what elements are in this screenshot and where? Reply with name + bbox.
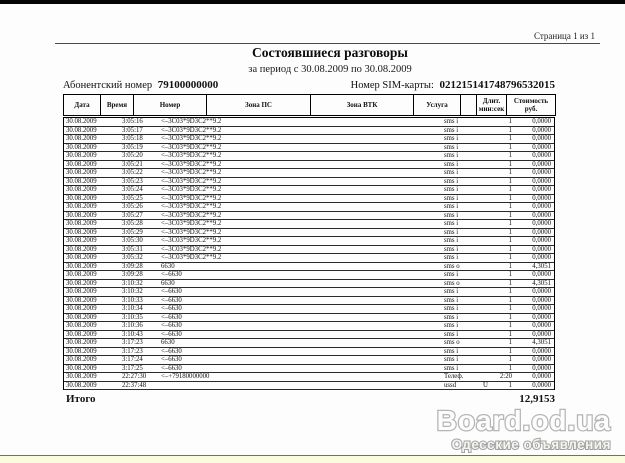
call-row <box>64 220 554 229</box>
cell-flag <box>479 314 492 322</box>
cell-duration: 1 <box>508 186 512 193</box>
call-row <box>64 297 554 306</box>
cell-service: sms i <box>444 152 459 159</box>
cell-date: 30.08.2009 <box>66 339 97 346</box>
cell-flag <box>479 161 492 169</box>
cell-date: 30.08.2009 <box>66 169 97 176</box>
cell-number: <–3C03*9D3C2**9.2 <box>161 160 222 168</box>
call-row <box>64 195 554 204</box>
call-row <box>64 237 554 246</box>
cell-date: 30.08.2009 <box>66 313 97 321</box>
cell-cost: 0,0000 <box>532 288 551 295</box>
cell-service: sms i <box>444 203 459 210</box>
cell-flag <box>479 322 492 330</box>
call-row <box>64 322 554 331</box>
cell-duration: 1 <box>508 271 512 278</box>
cell-flag <box>479 178 492 186</box>
subscriber-number: 79100000000 <box>157 79 219 91</box>
cell-time: 3:10:32 <box>122 279 143 287</box>
cell-number: <–+79180000000 <box>161 373 210 380</box>
cell-service: sms i <box>444 288 459 295</box>
cell-number: <–3C03*9D3C2**9.2 <box>161 186 222 193</box>
cell-date: 30.08.2009 <box>66 186 97 193</box>
cell-cost: 0,0000 <box>532 220 551 227</box>
cell-cost: 0,0000 <box>532 305 551 312</box>
cell-date: 30.08.2009 <box>66 322 97 329</box>
cell-duration: 1 <box>508 296 512 304</box>
column-header-6 <box>461 95 477 116</box>
cell-duration: 1 <box>508 118 512 125</box>
cell-cost: 0,0000 <box>532 135 551 142</box>
cell-service: sms i <box>444 313 459 321</box>
cell-number: <–3C03*9D3C2**9.2 <box>161 152 222 159</box>
cell-flag <box>479 152 492 160</box>
call-row <box>64 203 554 212</box>
cell-time: 3:10:35 <box>122 313 143 321</box>
call-row <box>64 339 554 348</box>
total-row <box>63 393 555 405</box>
call-row <box>64 229 554 238</box>
column-header-row <box>64 95 556 116</box>
cell-service: sms i <box>444 177 459 185</box>
cell-service: sms i <box>444 347 459 355</box>
cell-service: sms i <box>444 220 459 227</box>
cell-flag <box>479 356 492 364</box>
cell-date: 30.08.2009 <box>66 152 97 159</box>
cell-flag <box>479 331 492 339</box>
call-row <box>64 348 554 357</box>
sim-number: 021215141748796532015 <box>439 79 555 91</box>
cell-number: <–3C03*9D3C2**9.2 <box>161 220 222 227</box>
cell-cost: 0,0000 <box>532 152 551 159</box>
cell-date: 30.08.2009 <box>66 203 97 210</box>
cell-date: 30.08.2009 <box>66 373 97 380</box>
cell-date: 30.08.2009 <box>66 279 97 287</box>
cell-number: <–6630 <box>161 288 182 295</box>
cell-duration: 1 <box>508 364 512 372</box>
cell-flag <box>479 254 492 262</box>
cell-time: 3:10:32 <box>122 288 143 295</box>
cell-duration: 1 <box>508 262 512 270</box>
cell-date: 30.08.2009 <box>66 194 97 202</box>
cell-service: sms i <box>444 186 459 193</box>
cell-duration: 1 <box>508 169 512 176</box>
cell-flag <box>479 365 492 373</box>
calls-table <box>63 117 555 390</box>
cell-service: Телеф. <box>444 373 464 380</box>
cell-number: <–3C03*9D3C2**9.2 <box>161 237 222 244</box>
cell-cost: 0,0000 <box>532 194 551 202</box>
cell-time: 3:05:22 <box>122 169 143 176</box>
cell-number: <–3C03*9D3C2**9.2 <box>161 126 222 134</box>
cell-number: <–6630 <box>161 347 182 355</box>
cell-duration: 1 <box>508 330 512 338</box>
cell-service: sms i <box>444 254 459 261</box>
top-black-strip <box>0 0 625 4</box>
cell-number: <–3C03*9D3C2**9.2 <box>161 194 222 202</box>
cell-date: 30.08.2009 <box>66 262 97 270</box>
cell-time: 3:17:23 <box>122 347 143 355</box>
cell-service: sms i <box>444 194 459 202</box>
cell-time: 3:05:18 <box>122 135 143 142</box>
cell-flag <box>479 212 492 220</box>
cell-service: sms i <box>444 237 459 244</box>
call-row <box>64 305 554 314</box>
column-header-0: Дата <box>64 95 101 116</box>
cell-cost: 4,3051 <box>532 339 551 346</box>
total-label: Итого <box>66 393 96 405</box>
bottom-strip <box>0 455 625 463</box>
call-row <box>64 254 554 263</box>
call-row <box>64 118 554 127</box>
cell-cost: 4,3051 <box>532 262 551 270</box>
cell-time: 3:10:36 <box>122 322 143 329</box>
cell-time: 3:05:24 <box>122 186 143 193</box>
cell-number: <–3C03*9D3C2**9.2 <box>161 245 222 253</box>
cell-date: 30.08.2009 <box>66 271 97 278</box>
cell-duration: 1 <box>508 126 512 134</box>
cell-service: ussd <box>444 381 457 389</box>
cell-date: 30.08.2009 <box>66 237 97 244</box>
cell-flag <box>479 229 492 237</box>
cell-service: sms i <box>444 364 459 372</box>
subscriber-label: Абонентский номер <box>63 80 153 91</box>
cell-date: 30.08.2009 <box>66 364 97 372</box>
cell-number: <–3C03*9D3C2**9.2 <box>161 203 222 210</box>
cell-service: sms i <box>444 211 459 219</box>
cell-flag: U <box>483 381 488 389</box>
column-header-1: Время <box>101 95 134 116</box>
cell-flag <box>479 220 492 228</box>
cell-service: sms o <box>444 339 460 346</box>
cell-time: 3:05:26 <box>122 203 143 210</box>
cell-service: sms i <box>444 118 459 125</box>
cell-cost: 0,0000 <box>532 330 551 338</box>
cell-time: 3:05:19 <box>122 143 143 151</box>
cell-time: 3:05:28 <box>122 220 143 227</box>
cell-time: 3:05:31 <box>122 245 143 253</box>
call-row <box>64 365 554 374</box>
subscriber-group <box>63 79 218 91</box>
sim-label: Номер SIM-карты: <box>350 80 434 91</box>
cell-time: 3:10:33 <box>122 296 143 304</box>
cell-number: 6630 <box>161 279 175 287</box>
cell-time: 3:05:23 <box>122 177 143 185</box>
column-header-table <box>63 94 556 116</box>
cell-duration: 1 <box>508 203 512 210</box>
cell-time: 3:09:28 <box>122 271 143 278</box>
cell-duration: 2:20 <box>499 373 512 380</box>
watermark-subtitle: Одесские объявления <box>451 437 611 452</box>
cell-flag <box>479 169 492 177</box>
cell-flag <box>479 144 492 152</box>
cell-service: sms o <box>444 262 460 270</box>
column-header-3: Зона ПС <box>207 95 311 116</box>
call-row <box>64 288 554 297</box>
cell-cost: 0,0000 <box>532 296 551 304</box>
call-row <box>64 212 554 221</box>
cell-date: 30.08.2009 <box>66 220 97 227</box>
cell-number: <–6630 <box>161 322 182 329</box>
cell-cost: 0,0000 <box>532 228 551 236</box>
cell-flag <box>479 135 492 143</box>
cell-duration: 1 <box>508 288 512 295</box>
column-header-4: Зона ВТК <box>311 95 414 116</box>
cell-number: <–6630 <box>161 330 182 338</box>
cell-flag <box>479 195 492 203</box>
cell-date: 30.08.2009 <box>66 347 97 355</box>
call-row <box>64 331 554 340</box>
cell-date: 30.08.2009 <box>66 288 97 295</box>
cell-duration: 1 <box>508 211 512 219</box>
cell-duration: 1 <box>508 237 512 244</box>
cell-flag <box>479 288 492 296</box>
cell-number: 6630 <box>161 262 175 270</box>
cell-cost: 0,0000 <box>532 245 551 253</box>
cell-flag <box>479 127 492 135</box>
cell-time: 3:05:29 <box>122 228 143 236</box>
cell-number: <–6630 <box>161 305 182 312</box>
report-period: за период с 30.08.2009 по 30.08.2009 <box>248 64 412 75</box>
cell-cost: 0,0000 <box>532 313 551 321</box>
cell-date: 30.08.2009 <box>66 126 97 134</box>
cell-date: 30.08.2009 <box>66 160 97 168</box>
cell-number: <–6630 <box>161 356 182 363</box>
cell-time: 3:09:28 <box>122 262 143 270</box>
cell-duration: 1 <box>508 143 512 151</box>
cell-service: sms i <box>444 330 459 338</box>
cell-service: sms i <box>444 322 459 329</box>
cell-duration: 1 <box>508 254 512 261</box>
cell-date: 30.08.2009 <box>66 356 97 363</box>
cell-number: <–3C03*9D3C2**9.2 <box>161 177 222 185</box>
cell-time: 3:05:25 <box>122 194 143 202</box>
cell-service: sms i <box>444 169 459 176</box>
cell-cost: 0,0000 <box>532 143 551 151</box>
cell-time: 3:17:23 <box>122 339 143 346</box>
cell-time: 3:05:27 <box>122 211 143 219</box>
report-title: Состоявшиеся разговоры <box>252 45 408 60</box>
call-row <box>64 263 554 272</box>
cell-service: sms i <box>444 305 459 312</box>
cell-flag <box>479 280 492 288</box>
cell-number: <–6630 <box>161 296 182 304</box>
cell-date: 30.08.2009 <box>66 211 97 219</box>
call-row <box>64 314 554 323</box>
cell-number: <–3C03*9D3C2**9.2 <box>161 135 222 142</box>
cell-duration: 1 <box>508 339 512 346</box>
call-row <box>64 169 554 178</box>
watermark <box>437 407 611 452</box>
cell-time: 3:17:25 <box>122 364 143 372</box>
cell-service: sms i <box>444 160 459 168</box>
cell-flag <box>479 246 492 254</box>
cell-date: 30.08.2009 <box>66 143 97 151</box>
account-line <box>63 79 555 91</box>
cell-number <box>159 382 441 390</box>
cell-time: 3:05:16 <box>122 118 143 125</box>
cell-cost: 0,0000 <box>532 254 551 261</box>
cell-number: <–6630 <box>161 313 182 321</box>
cell-cost: 0,0000 <box>532 186 551 193</box>
cell-date: 30.08.2009 <box>66 305 97 312</box>
cell-flag <box>479 186 492 194</box>
cell-time: 3:05:17 <box>122 126 143 134</box>
cell-time: 3:10:34 <box>122 305 143 312</box>
call-row <box>64 144 554 153</box>
watermark-title: Board.od.ua <box>436 405 611 436</box>
sim-group <box>351 79 555 91</box>
call-row <box>64 152 554 161</box>
cell-cost: 0,0000 <box>532 211 551 219</box>
cell-flag <box>479 271 492 279</box>
cell-time: 3:05:21 <box>122 160 143 168</box>
call-row <box>64 246 554 255</box>
cell-cost: 4,3051 <box>532 279 551 287</box>
cell-flag <box>479 297 492 305</box>
cell-service: sms i <box>444 228 459 236</box>
cell-date: 30.08.2009 <box>66 381 97 389</box>
cell-duration: 1 <box>508 356 512 363</box>
cell-cost: 0,0000 <box>532 271 551 278</box>
cell-number: <–3C03*9D3C2**9.2 <box>161 118 222 125</box>
column-header-2: Номер <box>134 95 207 116</box>
call-row <box>64 271 554 280</box>
column-header-8: Стоимость руб. <box>507 95 556 116</box>
cell-date: 30.08.2009 <box>66 177 97 185</box>
cell-cost: 0,0000 <box>532 169 551 176</box>
cell-date: 30.08.2009 <box>66 245 97 253</box>
total-value: 12,9153 <box>519 393 555 405</box>
call-row <box>64 186 554 195</box>
cell-duration: 1 <box>508 220 512 227</box>
cell-service: sms i <box>444 296 459 304</box>
cell-cost: 0,0000 <box>532 237 551 244</box>
cell-service: sms i <box>444 135 459 142</box>
cell-cost: 0,0000 <box>532 381 551 389</box>
cell-cost: 0,0000 <box>532 347 551 355</box>
cell-duration: 1 <box>508 279 512 287</box>
call-row <box>64 280 554 289</box>
cell-flag <box>479 373 492 381</box>
cell-time: 3:05:20 <box>122 152 143 159</box>
cell-service: sms i <box>444 356 459 363</box>
call-row <box>64 127 554 136</box>
cell-duration: 1 <box>508 228 512 236</box>
cell-cost: 0,0000 <box>532 322 551 329</box>
cell-cost: 0,0000 <box>532 126 551 134</box>
cell-number: <–3C03*9D3C2**9.2 <box>161 169 222 176</box>
page-number: Страница 1 из 1 <box>534 31 595 41</box>
cell-service: sms i <box>444 245 459 253</box>
column-header-5: Услуга <box>414 95 461 116</box>
cell-date: 30.08.2009 <box>66 118 97 125</box>
cell-service: sms i <box>444 271 459 278</box>
cell-number: <–6630 <box>161 271 182 278</box>
cell-flag <box>479 348 492 356</box>
cell-date: 30.08.2009 <box>66 296 97 304</box>
cell-time: 22:37:48 <box>122 381 147 389</box>
call-row <box>64 373 554 382</box>
cell-service: sms o <box>444 279 460 287</box>
call-row <box>64 178 554 187</box>
cell-cost: 0,0000 <box>532 177 551 185</box>
call-row <box>64 356 554 365</box>
call-row <box>64 161 554 170</box>
cell-duration: 1 <box>508 305 512 312</box>
cell-date: 30.08.2009 <box>66 254 97 261</box>
cell-cost: 0,0000 <box>532 118 551 125</box>
cell-service: sms i <box>444 143 459 151</box>
cell-duration: 1 <box>508 152 512 159</box>
cell-date: 30.08.2009 <box>66 135 97 142</box>
cell-flag <box>479 237 492 245</box>
cell-duration: 1 <box>508 322 512 329</box>
header-rule <box>55 43 600 44</box>
column-header-7: Длит. мин:сек <box>477 95 507 116</box>
cell-cost: 0,0000 <box>532 364 551 372</box>
cell-number: <–3C03*9D3C2**9.2 <box>161 211 222 219</box>
cell-cost: 0,0000 <box>532 356 551 363</box>
cell-flag <box>479 263 492 271</box>
cell-time: 3:10:43 <box>122 330 143 338</box>
cell-cost: 0,0000 <box>532 373 551 380</box>
call-row <box>64 135 554 144</box>
call-row <box>64 382 554 391</box>
cell-duration: 1 <box>508 245 512 253</box>
cell-duration: 1 <box>508 313 512 321</box>
cell-date: 30.08.2009 <box>66 228 97 236</box>
cell-time: 3:05:30 <box>122 237 143 244</box>
cell-cost: 0,0000 <box>532 160 551 168</box>
cell-flag <box>479 203 492 211</box>
cell-number: <–3C03*9D3C2**9.2 <box>161 228 222 236</box>
cell-flag <box>479 118 492 126</box>
cell-flag <box>479 339 492 347</box>
cell-duration: 1 <box>508 160 512 168</box>
cell-service: sms i <box>444 126 459 134</box>
cell-time: 3:17:24 <box>122 356 143 363</box>
cell-duration: 1 <box>508 135 512 142</box>
cell-time: 22:27:30 <box>122 373 147 380</box>
cell-time: 3:05:32 <box>122 254 143 261</box>
cell-duration: 1 <box>508 347 512 355</box>
cell-cost: 0,0000 <box>532 203 551 210</box>
cell-flag <box>479 305 492 313</box>
cell-duration: 1 <box>508 381 512 389</box>
cell-number: <–3C03*9D3C2**9.2 <box>161 143 222 151</box>
cell-duration: 1 <box>508 177 512 185</box>
cell-date: 30.08.2009 <box>66 330 97 338</box>
cell-duration: 1 <box>508 194 512 202</box>
cell-number: <–6630 <box>161 364 182 372</box>
cell-number: 6630 <box>161 339 175 346</box>
cell-number: <–3C03*9D3C2**9.2 <box>161 254 222 261</box>
